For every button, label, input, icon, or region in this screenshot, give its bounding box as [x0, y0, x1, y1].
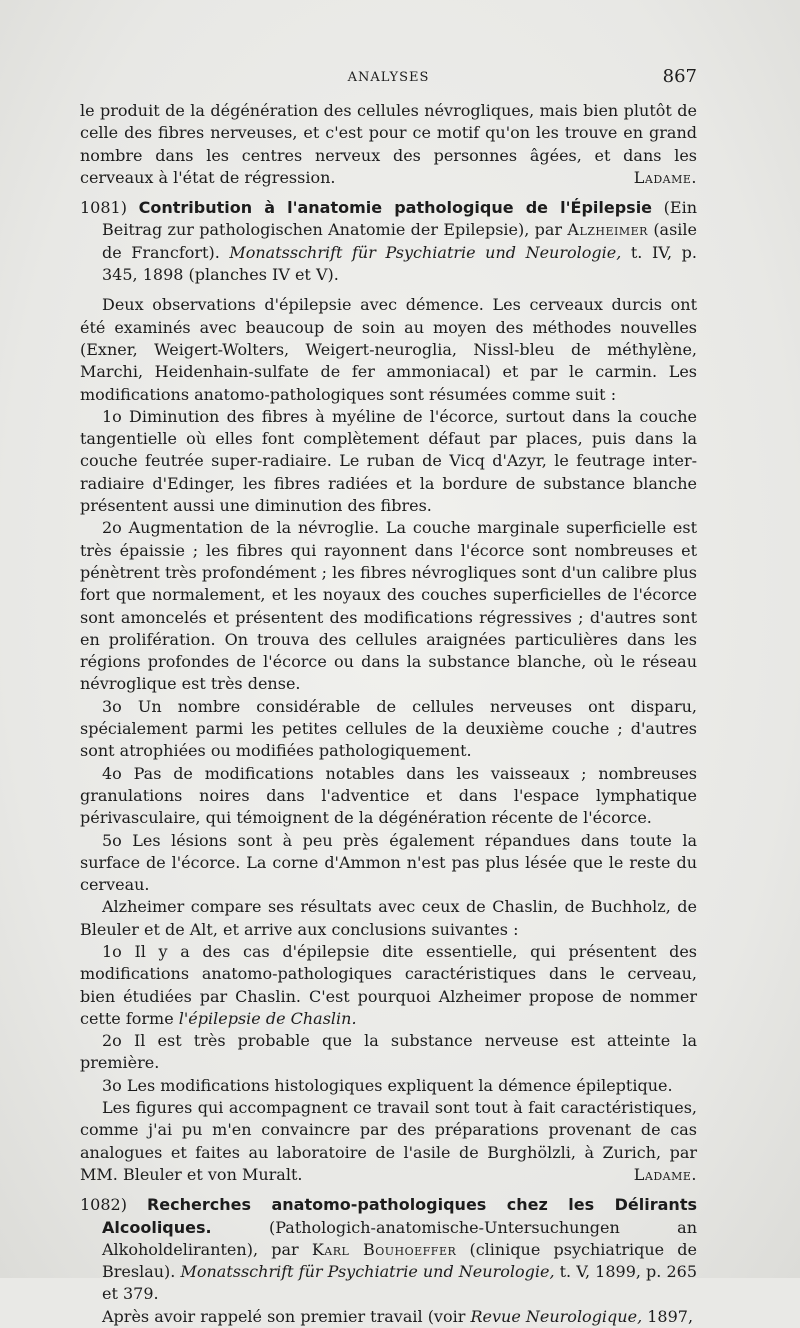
- intro-paragraph: [80, 100, 697, 189]
- article-1081-paragraph: Deux observations d'épilepsie avec démence. Les cerveaux durcis ont été examinés avec beaucoup de soin au moyen des méthodes nouvelles (Exner, Weigert-Wolters, Weigert-neuroglia, Nissl-bleu de méthylène, Marchi, Heidenhain-sulfate de fer ammoniacal) et par le carmin. Les modifications anatomo-pathologiques sont résumées comme suit :: [80, 295, 697, 404]
- running-title: ANALYSES: [347, 70, 430, 85]
- article-1082-heading: [80, 1194, 697, 1305]
- article-1082-p1-year: 1897,: [647, 1306, 694, 1326]
- article-1081-title: Contribution à l'anatomie pathologique de l'Épilepsie: [138, 198, 653, 218]
- article-1081-ref-2: (asile de Francfort).: [102, 220, 698, 262]
- conclusion-1-text: 1o Il y a des cas d'épilepsie dite essentielle, qui présentent des modifications anatomo-pathologiques caractéristiques dans le cerveau, bien étudiées par Chaslin. C'est pourquoi Alzheimer propose de nommer cette forme: [80, 941, 697, 1028]
- article-1081-paragraph: Alzheimer compare ses résultats avec ceux de Chaslin, de Buchholz, de Bleuler et de Alt, et arrive aux conclusions suivantes :: [80, 897, 697, 939]
- page-body: [80, 100, 697, 1328]
- article-1082-p1-text: Après avoir rappelé son premier travail (voir: [102, 1306, 466, 1326]
- article-1081-paragraph: [80, 941, 697, 1030]
- article-1081-paragraph: 5o Les lésions sont à peu près également répandues dans toute la surface de l'écorce. La corne d'Ammon n'est pas plus lésée que le reste du cerveau.: [80, 830, 697, 895]
- article-1081-paragraph: 3o Un nombre considérable de cellules nerveuses ont disparu, spécialement parmi les petites cellules de la deuxième couche ; d'autres sont atrophiées ou modifiées pathologiquement.: [80, 696, 697, 761]
- article-1082-title: Recherches anatomo-pathologiques chez les Délirants Alcooliques.: [102, 1195, 697, 1237]
- article-1081-paragraph: 4o Pas de modifications notables dans les vaisseaux ; nombreuses granulations noires dans l'adventice et dans l'espace lymphatique périvasculaire, qui témoignent de la dégénération récente de l'écorce.: [80, 763, 697, 828]
- article-1081-paragraph: 3o Les modifications histologiques expliquent la démence épileptique.: [102, 1075, 673, 1095]
- article-1082-ref-2: (clinique psychiatrique de Breslau).: [102, 1239, 698, 1282]
- article-1082-ref-3: t. V, 1899, p. 265 et 379.: [102, 1262, 697, 1304]
- article-1081-number: 1081): [80, 198, 127, 218]
- article-1081-paragraph: 2o Augmentation de la névroglie. La couche marginale superficielle est très épaissie ; les fibres qui rayonnent dans l'écorce sont nombreuses et pénètrent très profondément ; les fibres névrogliques sont d'un calibre plus fort que normalement, et les noyaux des couches superficielles de l'écorce sont amoncelés et présentent des modifications régressives ; d'autres sont en prolifération. On trouva des cellules araignées particulières dans les régions profondes de l'écorce ou dans la substance blanche, où le réseau névroglique est très dense.: [80, 518, 697, 694]
- conclusion-1-italic: l'épilepsie de Chaslin.: [178, 1008, 357, 1028]
- article-1082-paragraph: [80, 1306, 697, 1328]
- article-1081-author: Alzheimer: [567, 220, 648, 240]
- article-1081-ref-1: (Ein Beitrag zur pathologischen Anatomie der Epilepsie), par: [102, 198, 697, 240]
- article-1082-journal: Monatsschrift für Psychiatrie und Neurologie,: [180, 1262, 555, 1282]
- article-1081-heading: [80, 197, 697, 286]
- article-1081-paragraph: [80, 1097, 697, 1186]
- page-header: [80, 66, 697, 90]
- article-1082-author: Karl Bouhoeffer: [311, 1239, 457, 1259]
- article-1081-paragraph: 1o Diminution des fibres à myéline de l'écorce, surtout dans la couche tangentielle où elles font complètement défaut par places, puis dans la couche feutrée super-radiaire. Le ruban de Vicq d'Azyr, le feutrage inter-radiaire d'Edinger, les fibres radiées et la bordure de substance blanche présentent aussi une diminution des fibres.: [80, 406, 697, 516]
- article-1081-signature: Ladame.: [633, 1164, 697, 1184]
- closing-text: Les figures qui accompagnent ce travail sont tout à fait caractéristiques, comme j'ai pu m'en convaincre par des préparations provenant de cas analogues et faites au laboratoire de l'asile de Burghölzli, à Zurich, par MM. Bleuler et von Muralt.: [80, 1098, 697, 1184]
- page-number: 867: [662, 66, 697, 87]
- article-1081-journal: Monatsschrift für Psychiatrie und Neurologie,: [229, 242, 622, 262]
- article-1082-p1-journal: Revue Neurologique,: [470, 1306, 643, 1326]
- intro-text: le produit de la dégénération des cellules névrogliques, mais bien plutôt de celle des fibres nerveuses, et c'est pour ce motif qu'on les trouve en grand nombre dans les centres nerveux des personnes âgées, et dans les cerveaux à l'état de régression.: [80, 101, 697, 187]
- article-1082-number: 1082): [80, 1195, 127, 1215]
- article-1081-ref-3: t. IV, p. 345, 1898 (planches IV et V).: [102, 242, 697, 285]
- article-1082-ref-1: (Pathologich-anatomische-Untersuchungen an Alkoholdeliranten), par: [102, 1217, 697, 1259]
- article-1081-paragraph: 2o Il est très probable que la substance nerveuse est atteinte la première.: [80, 1031, 697, 1073]
- intro-signature: Ladame.: [633, 167, 697, 187]
